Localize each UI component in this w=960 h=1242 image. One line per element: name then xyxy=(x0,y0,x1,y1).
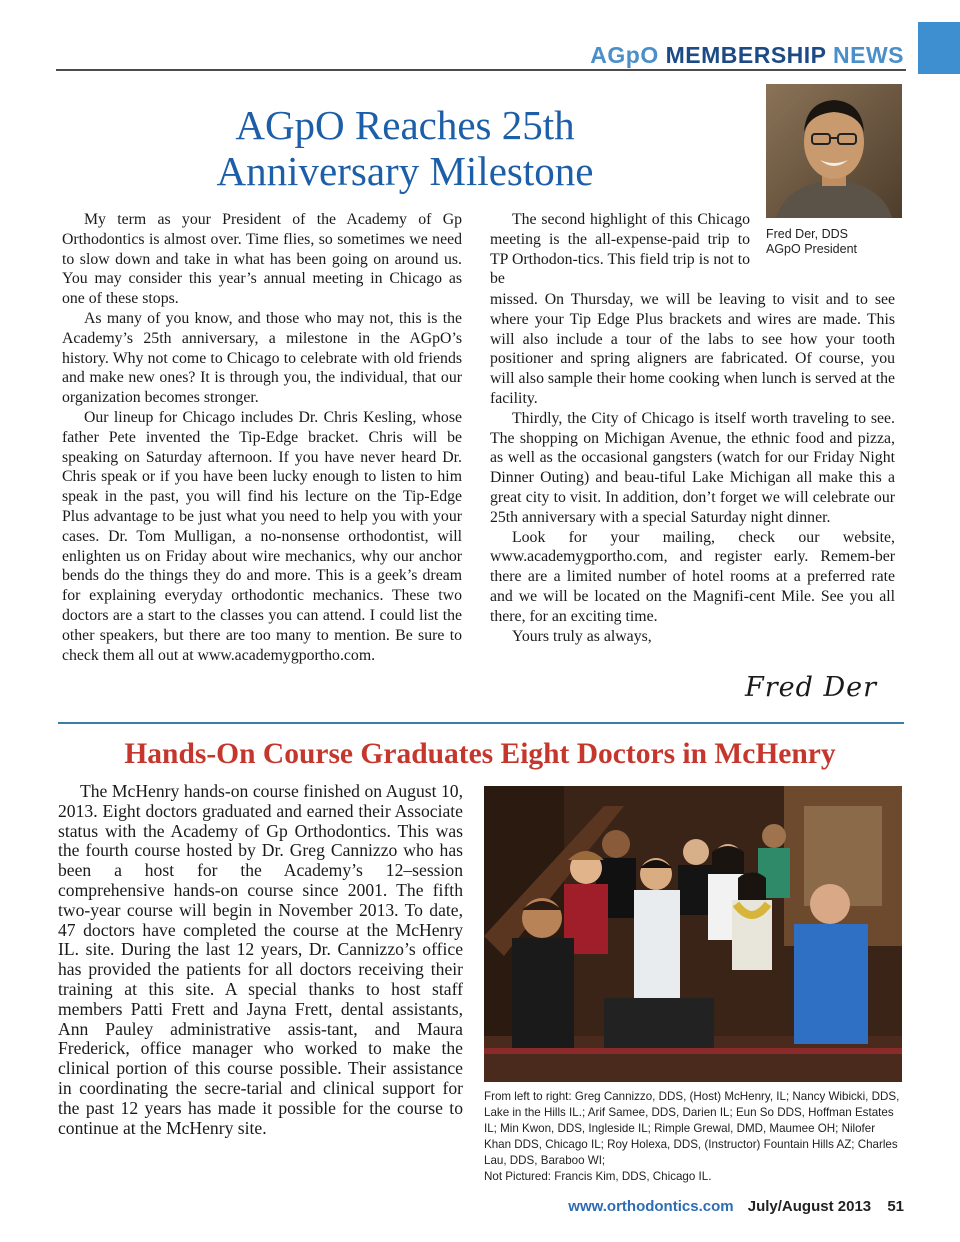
footer-url[interactable]: www.orthodontics.com xyxy=(568,1198,734,1215)
article1-right-intro xyxy=(490,210,750,289)
page-number: 51 xyxy=(887,1198,904,1215)
article2-body xyxy=(58,782,463,1138)
paragraph: Yours truly as always, xyxy=(512,627,652,645)
article2-title: Hands-On Course Graduates Eight Doctors in McHenry xyxy=(124,738,836,770)
portrait-illustration xyxy=(766,84,902,218)
article1-left-column xyxy=(62,210,462,665)
paragraph: Look for your mailing, check our website, www.academygportho.com, and register early. Remem-ber there are a limited number of hotel rooms at a preferred rate and we will be located on the Magnifi-cent Mile. See you all there, for an exciting time. xyxy=(490,528,895,625)
paragraph: As many of you know, and those who may not, this is the Academy’s 25th anniversary, a milestone in the AGpO’s history. Why not come to Chicago to celebrate with old friends and make new ones? It is through you, the individual, that our organization becomes stronger. xyxy=(62,309,462,407)
paragraph: Our lineup for Chicago includes Dr. Chris Kesling, whose father Pete invented the Tip-Edge bracket. Chris will be speaking on Saturday afternoon. If you have never heard Dr. Chris speak or if you have been lucky enough to listen to him speak in the past, you will find his lecture on the Tip-Edge Plus advantage to be just what you need to help you with your cases. Dr. Tom Mulligan, a no-nonsense orthodontist, will enlighten us on Friday about wire mechanics, why our anchor bends do the things they do and more. This is a geek’s dream for explaining everyday orthodontic mechanics. These two doctors are a start to the classes you can attend. I could list the other speakers, but there are too many to mention. Be sure to check them all out at www.academygportho.com. xyxy=(62,408,462,664)
section-header: AGpO MEMBERSHIP NEWS xyxy=(590,42,904,68)
paragraph: The McHenry hands-on course finished on August 10, 2013. Eight doctors graduated and earned their Associate status with the Academy of Gp Orthodontics. This was the fourth course hosted by Dr. Greg Cannizzo who has been a host for the Academy’s 12–session comprehensive hands-on course since 2001. The fifth two-year course will begin in November 2013. To date, 47 doctors have completed the course at the McHenry IL. site. During the last 12 years, Dr. Cannizzo’s office has provided the patients for all doctors receiving their training at this site. A special thanks to host staff members Patti Frett and Jayna Frett, dental assistants, Ann Pauley administrative assis-tant, and Maura Frederick, office manager who worked to make the clinical portion of this course possible. Their assistance in coordinating the secre-tarial and clinical support for the past 12 years has made it possible for the course to continue at the McHenry site. xyxy=(58,781,463,1138)
paragraph: The second highlight of this Chicago meeting is the all-expense-paid trip to TP Orthodon-tics. This field trip is not to be xyxy=(490,211,750,288)
section-tab xyxy=(918,22,960,74)
graduates-group-photo xyxy=(484,786,902,1082)
footer-date: July/August 2013 xyxy=(747,1198,872,1215)
fred-photo-caption: Fred Der, DDS AGpO President xyxy=(766,227,858,256)
group-photo-caption: From left to right: Greg Cannizzo, DDS, (Host) McHenry, IL; Nancy Wibicki, DDS, Lake in the Hills IL.; Arif Samee, DDS, Darien IL; Eun So DDS, Hoffman Estates IL; Min Kwon, DDS, Ingleside IL; Rimple Grewal, DMD, Maumee OH; Nilofer Khan DDS, Chicago IL; Roy Holexa, DDS, (Instructor) Fountain Hills AZ; Charles Lau, DDS, Baraboo WI; Not Pictured: Francis Kim, DDS, Chicago IL. xyxy=(484,1090,900,1183)
article1-right-column xyxy=(490,290,895,646)
fred-der-photo xyxy=(766,84,902,218)
header-rule xyxy=(56,69,906,71)
group-illustration xyxy=(484,786,902,1082)
page-footer xyxy=(568,1198,904,1215)
section-divider xyxy=(58,722,904,724)
article1-title: AGpO Reaches 25th Anniversary Milestone xyxy=(216,102,594,194)
paragraph: missed. On Thursday, we will be leaving to visit and to see where your Tip Edge Plus brackets and wires are made. This will also include a tour of the labs to see how your tooth positioner and spring aligners are fabricated. Of course, you will also sample their home cooking when lunch is served at the facility. xyxy=(490,291,895,407)
signature: Fred Der xyxy=(745,672,878,703)
paragraph: My term as your President of the Academy of Gp Orthodontics is almost over. Time flies, so sometimes we need to slow down and take in what has been going on around us. You may consider this year’s annual meeting in Chicago as one of these stops. xyxy=(62,211,462,308)
paragraph: Thirdly, the City of Chicago is itself worth traveling to see. The shopping on Michigan Avenue, the ethnic food and pizza, as well as the occasional gangsters (watch for our Friday Night Dinner Outing) and beau-tiful Lake Michigan all make this a great city to visit. In addition, don’t forget we will celebrate our 25th anniversary with a special Saturday night dinner. xyxy=(490,409,895,526)
